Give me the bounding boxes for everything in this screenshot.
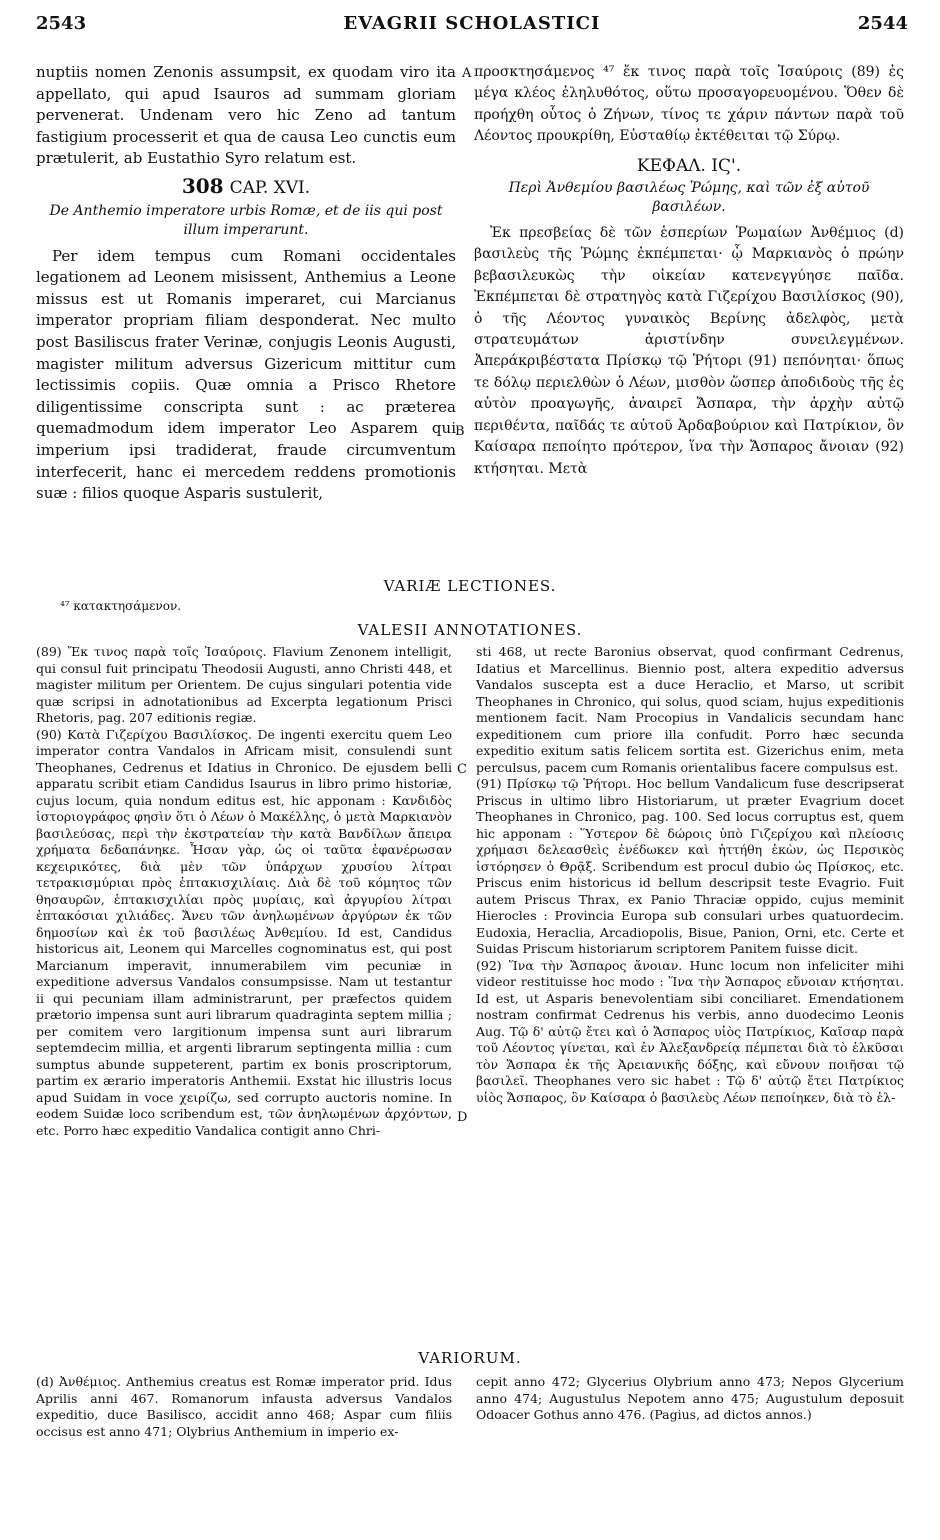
greek-chapter-title: Περὶ Ἀνθεμίου βασιλέως Ῥώμης, καὶ τῶν ἐξ αὐτοῦ βασιλέων. [508, 180, 870, 216]
latin-chapter-title: De Anthemio imperatore urbis Romæ, et de iis qui post illum imperarunt. [49, 202, 443, 238]
margin-mark-c: C [457, 762, 467, 777]
greek-chapter-label: ΚΕΦΑΛ. ΙϚ'. [636, 155, 742, 176]
latin-chapter-heading [36, 173, 456, 200]
valesii-notes-left: (89) Ἔκ τινος παρὰ τοῖς Ἰσαύροις. Flavium Zenonem intelligit, qui consul fuit principatu Theodosii Augusti, anno Christi 448, et magister militum per Orientem. De cujus singulari potentia vide quæ scripsi in adnotationibus ad Excerpta legationum Prisci Rhetoris, pag. 207 editionis regiæ. (90) Κατὰ Γιζερίχου Βασιλίσκος. De ingenti exercitu quem Leo imperator contra Vandalos in Africam misit, consulendi sunt Theophanes, Cedrenus et Idatius in Chronico. De ejusdem belli apparatu scribit etiam Candidus Isaurus in libro primo historiæ, cujus locum, quia nondum editus est, hic apponam : Κανδιδὸς ἱστοριογράφος φησὶν ὅτι ὁ Λέων ὁ Μακέλλης, ὁ μετὰ Μαρκιανὸν βασιλεύσας, περὶ τὴν ἐκστρατείαν τὴν κατὰ Βανδίλων ἄπειρα χρήματα δεδαπάνηκε. Ἦσαν γὰρ, ὡς οἱ ταῦτα ἐφανέρωσαν κεχειρικότες, διὰ μὲν τῶν ὑπάρχων χρυσίου λίτραι τετρακισμύριαι πρὸς ἑπτακισχιλίαις. Διὰ δὲ τοῦ κόμητος τῶν θησαυρῶν, ἑπτακισχιλίαι πρὸς μυρίαις, καὶ ἀργυρίου λίτραι ἑπτακόσιαι χιλιάδες. Ἄνευ τῶν ἀνηλωμένων ἀργύρων ἐκ τῶν δημοσίων καὶ ἐκ τοῦ βασιλέως Ἀνθεμίου. Id est, Candidus historicus ait, Leonem qui Marcelles cognominatus est, qui post Marcianum imperavit, innumerabilem vim pecuniæ in expeditione adversus Vandalos consumpsisse. Nam ut testantur ii qui pecuniam illam administrarunt, per præfectos quidem prætorio impensa sunt auri librarum quadraginta septem millia ; per comitem vero largitionum impensa sunt auri librarum septemdecim millia, et argenti librarum septingenta millia : cum sumptus abunde suppeterent, partim ex bonis proscriptorum, partim ex ærario imperatoris Anthemii. Exstat hic illustris locus apud Suidam in voce χειρίζω, sed corrupto auctoris nomine. In eodem Suidæ loco scribendum est, τῶν ἀνηλωμένων ἀρχόντων, etc. Porro hæc expeditio Vandalica contigit anno Chri- [36, 644, 452, 1138]
margin-mark-a: A [462, 66, 472, 81]
margin-mark-d: D [457, 1110, 468, 1125]
running-title: EVAGRII SCHOLASTICI [343, 13, 601, 34]
page-number-left: 2543 [36, 13, 87, 34]
latin-intro: nuptiis nomen Zenonis assumpsit, ex quodam viro ita appellato, qui apud Isauros ad summam gloriam pervenerat. Undenam vero hic Zeno ad tantum fastigium processerit et qua de causa Leo cunctis eum prætulerit, ab Eustathio Syro relatum est. [36, 63, 456, 168]
valesii-left-column [36, 644, 452, 1344]
latin-chapter-label: CAP. XVI. [229, 177, 311, 198]
page-number-right: 2544 [857, 13, 908, 34]
latin-body: Per idem tempus cum Romani occidentales legationem ad Leonem misissent, Anthemius a Leone missus est ut Romanis imperaret, cui Marcianus imperator propriam filiam desponderat. Nec multo post Basiliscus frater Verinæ, conjugis Leonis Augusti, magister militum adversus Gizericum mittitur cum lectissimis copiis. Quæ omnia a Prisco Rhetore diligentissime conscripta sunt : ac præterea quemadmodum idem imperator Leo Asparem qui imperium ipsi tradiderat, fraude circumventum interfecerit, hanc ei mercedem reddens promotionis suæ : filios quoque Asparis sustulerit, [36, 246, 456, 503]
greek-intro: προσκτησάμενος ⁴⁷ ἔκ τινος παρὰ τοῖς Ἰσαύροις (89) ἐς μέγα κλέος ἐληλυθότος, οὕτω προσαγορευομένου. Ὅθεν δὲ προήχθη οὗτος ὁ Ζήνων, τίνος τε χάριν πάντων παρὰ τοῦ Λέοντος προυκρίθη, Εὐσταθίῳ ἐκτέθειται τῷ Σύρῳ. [474, 64, 904, 145]
margin-mark-b: B [455, 424, 465, 439]
latin-column [36, 62, 456, 574]
variorum-right-column [476, 1374, 904, 1504]
running-header [36, 14, 908, 40]
valesii-annotationes-title: VALESII ANNOTATIONES. [357, 621, 583, 639]
greek-body: Ἐκ πρεσβείας δὲ τῶν ἑσπερίων Ῥωμαίων Ἀνθέμιος (d) βασιλεὺς τῆς Ῥώμης ἐκπέμπεται· ᾧ Μαρκιανὸς ὁ πρώην βεβασιλευκὼς τὴν οἰκείαν κατενεγγύησε παῖδα. Ἐκπέμπεται δὲ στρατηγὸς κατὰ Γιζερίχου Βασιλίσκος (90), ὁ τῆς Λέοντος γυναικὸς Βερίνης ἀδελφὸς, μετὰ στρατευμάτων ἀριστίνδην συνειλεγμένων. Ἀπεράκριβέστατα Πρίσκῳ τῷ Ῥήτορι (91) πεπόνηται· ὅπως τε δόλῳ περιελθὼν ὁ Λέων, μισθὸν ὥσπερ ἀποδιδοὺς τῆς ἐς αὐτὸν προαγωγῆς, ἀναιρεῖ Ἄσπαρα, τὴν ἀρχὴν αὐτῷ περιθέντα, παῖδάς τε αὐτοῦ Ἀρδαβούριον καὶ Πατρίκιον, ὃν Καίσαρα πεποίητο πρότερον, ἵνα τὴν Ἄσπαρος ἄνοιαν (92) κτήσηται. Μετὰ [474, 225, 904, 477]
valesii-right-column [476, 644, 904, 1344]
variorum-note-right: cepit anno 472; Glycerius Olybrium anno 473; Nepos Glycerium anno 474; Augustulus Nepotem anno 475; Augustulum deposuit Odoacer Gothus anno 476. (Pagius, ad dictos annos.) [476, 1374, 904, 1422]
chapter-number: 308 [181, 173, 224, 198]
valesii-notes-right: sti 468, ut recte Baronius observat, quod confirmant Cedrenus, Idatius et Marcellinus. Biennio post, altera expeditio adversus Vandalos suscepta est a duce Heraclio, et Marso, ut scribit Theophanes in Chronico, qui solus, quod sciam, hujus expeditionis mentionem facit. Nam Procopius in Vandalicis secundam hanc expeditionem cum priore illa confudit. Porro hæc secunda expeditio exitum satis felicem sortita est. Gizerichus enim, meta perculsus, pacem cum Romanis orientalibus facere compulsus est. (91) Πρίσκῳ τῷ Ῥήτορι. Hoc bellum Vandalicum fuse descripserat Priscus in ultimo libro Historiarum, ut præter Evagrium docet Theophanes in Chronico, pag. 100. Sed locus corruptus est, quem hic apponam : Ὕστερον δὲ δώροις ὑπὸ Γιζερίχου καὶ πλείοσις χρήμασι δελεασθεὶς ἐνέδωκεν καὶ ἡττήθη ἑκὼν, ὡς Περσικὸς ἱστόρησεν ὁ Θρᾷξ. Scribendum est procul dubio ὡς Πρίσκος, etc. Priscus enim historicus id bellum descripsit teste Evagrio. Fuit autem Priscus Thrax, ex Panio Thraciæ oppido, cujus meminit Hierocles : Provincia Europa sub consulari urbes quatuordecim. Eudoxia, Heraclia, Arcadiopolis, Bisue, Panion, Orni, etc. Certe et Suidas Priscum historiarum scriptorem Panitem fuisse dicit. (92) Ἵνα τὴν Ἄσπαρος ἄνοιαν. Hunc locum non infeliciter mihi videor restituisse hoc modo : Ἵνα τὴν Ἄσπαρος εὔνοιαν κτήσηται. Id est, ut Asparis benevolentiam sibi conciliaret. Emendationem nostram confirmat Cedrenus his verbis, anno duodecimo Leonis Aug. Τῷ δ' αὐτῷ ἔτει καὶ ὁ Ἄσπαρος υἱὸς Πατρίκιος, Καῖσαρ παρὰ τοῦ Λέοντος γίνεται, καὶ ἐν Ἀλεξανδρείᾳ πέμπεται διὰ τὸ ἑλκῦσαι τὸν Ἄσπαρα ἐκ τῆς Ἀρειανικῆς δόξης, καὶ εὔνουν ποιῆσαι τῷ βασιλεῖ. Theophanes vero sic habet : Τῷ δ' αὐτῷ ἔτει Πατρίκιος υἱὸς Ἄσπαρος, ὃν Καίσαρα ὁ βασιλεὺς Λέων πεποίηκεν, διὰ τὸ ἑλ- [476, 644, 904, 1105]
variorum-title: VARIORUM. [418, 1349, 522, 1367]
variorum-note-left: (d) Ἀνθέμιος. Anthemius creatus est Romæ imperator prid. Idus Aprilis anni 467. Romanorum infausta adversus Vandalos expeditio, duce Basilisco, accidit anno 468; Aspar cum filiis occisus est anno 471; Olybrius Anthemium in imperio ex- [36, 1374, 452, 1439]
variae-lectiones-note: ⁴⁷ κατακτησάμενον. [60, 599, 182, 613]
greek-column [474, 62, 904, 574]
variorum-left-column [36, 1374, 452, 1504]
variae-lectiones-title: VARIÆ LECTIONES. [383, 577, 557, 595]
